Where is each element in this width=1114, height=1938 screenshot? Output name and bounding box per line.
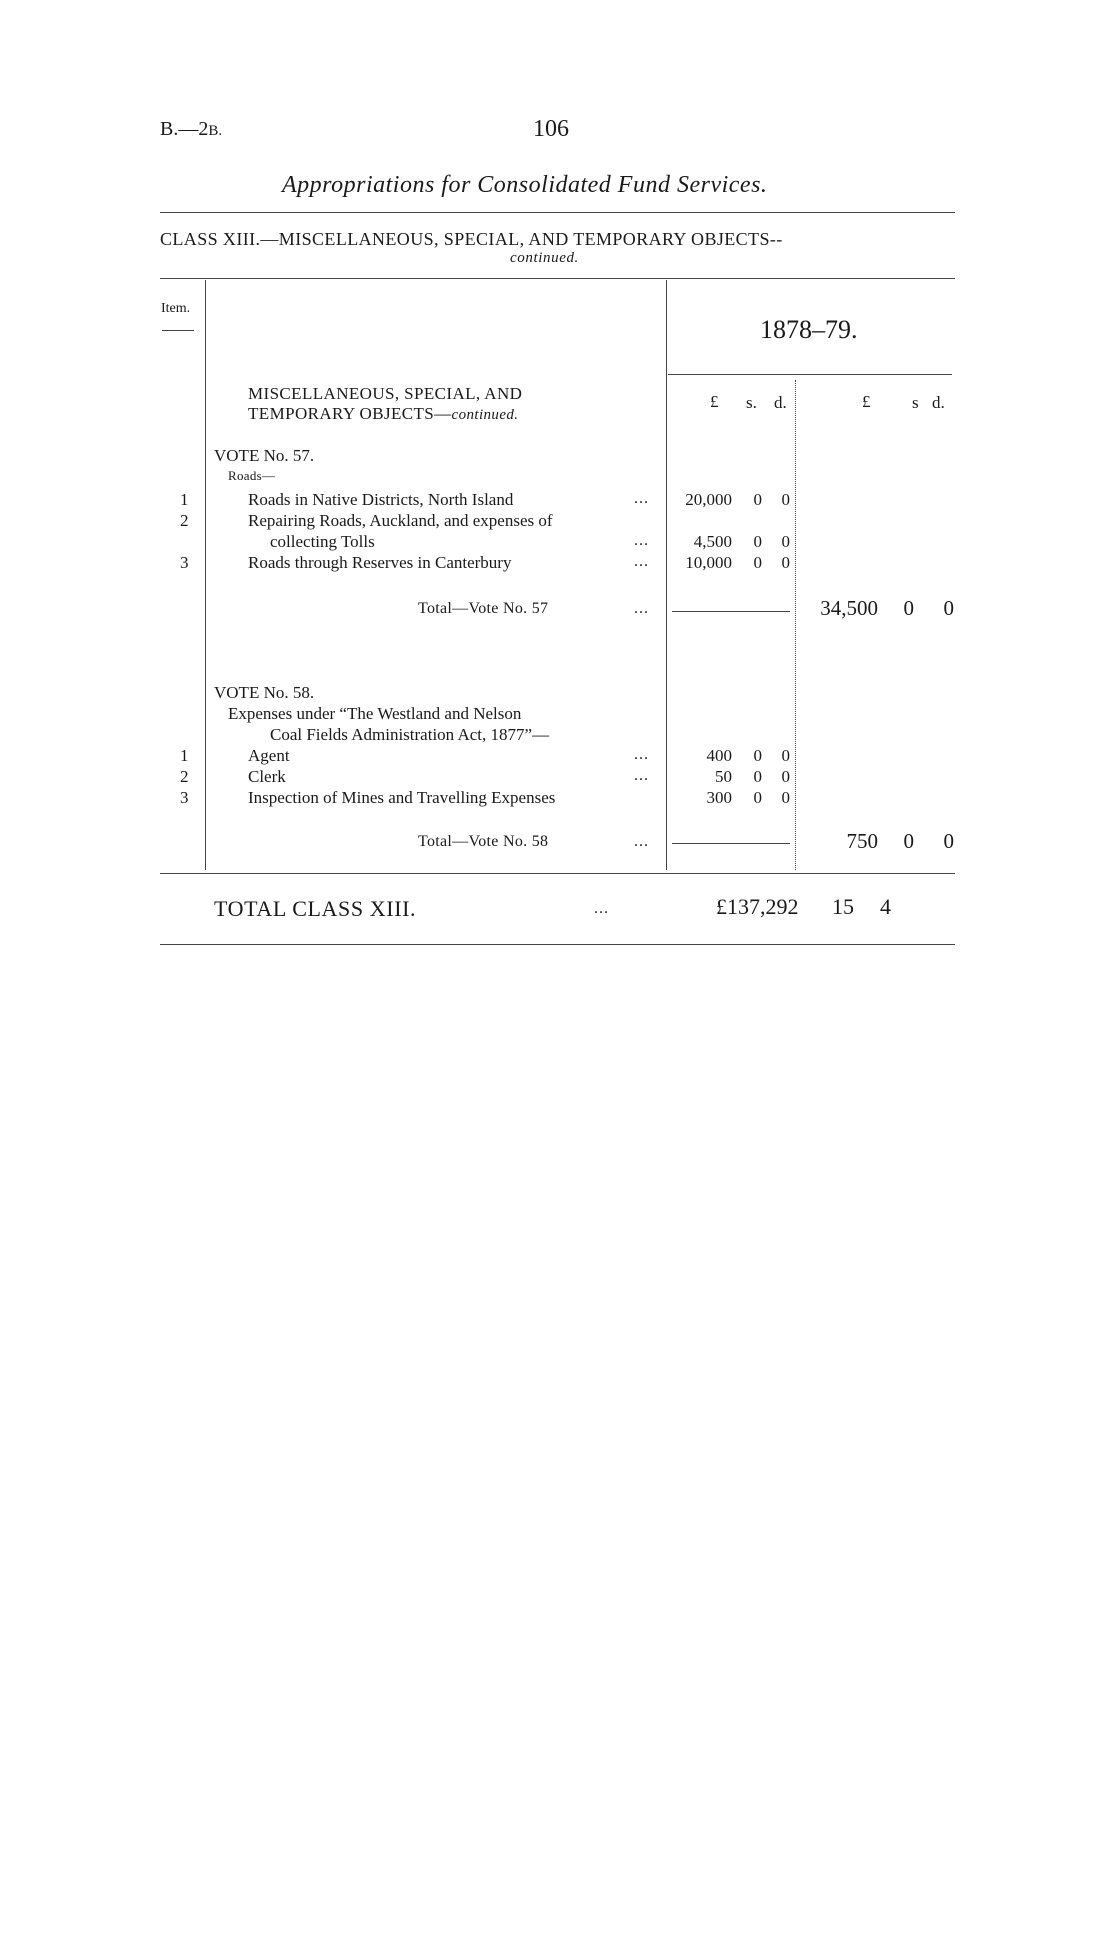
rule-item-header bbox=[162, 330, 194, 331]
vote58-dots-1: ... bbox=[634, 746, 649, 763]
rule-description-column bbox=[666, 280, 667, 870]
pounds-header: £ bbox=[710, 392, 719, 411]
page-number: 106 bbox=[533, 116, 569, 142]
vote57-subtotal-rule bbox=[672, 611, 790, 612]
vote57-pence-3: 0 bbox=[781, 553, 790, 572]
vote58-total-shillings: 0 bbox=[903, 829, 914, 853]
vote57-dots-1: ... bbox=[634, 490, 649, 507]
vote58-subhead-line2: Coal Fields Administration Act, 1877”— bbox=[270, 725, 550, 744]
section-title-line1: MISCELLANEOUS, SPECIAL, AND bbox=[248, 384, 523, 403]
vote58-item-3: 3 bbox=[180, 788, 189, 807]
rule-before-grand-total bbox=[160, 873, 955, 874]
vote57-pounds-3: 10,000 bbox=[685, 553, 732, 572]
vote58-total-pence: 0 bbox=[943, 829, 954, 853]
vote58-total-dots: ... bbox=[634, 833, 649, 850]
document-reference: B.—2B. bbox=[160, 118, 223, 140]
vote57-dots-2: ... bbox=[634, 532, 649, 549]
pence-header: d. bbox=[774, 393, 787, 412]
year-column-header: 1878–79. bbox=[760, 315, 858, 344]
vote58-pence-1: 0 bbox=[781, 746, 790, 765]
vote58-pounds-3: 300 bbox=[706, 788, 732, 807]
vote57-total-dots: ... bbox=[634, 600, 649, 617]
vote58-pence-2: 0 bbox=[781, 767, 790, 786]
section-title-line2: TEMPORARY OBJECTS—continued. bbox=[248, 404, 519, 423]
vote58-desc-3: Inspection of Mines and Travelling Expenses bbox=[248, 788, 556, 807]
vote58-pence-3: 0 bbox=[781, 788, 790, 807]
vote58-pounds-1: 400 bbox=[706, 746, 732, 765]
vote58-shillings-1: 0 bbox=[753, 746, 762, 765]
vote57-total-label: Total—Vote No. 57 bbox=[418, 600, 549, 617]
vote57-pence-1: 0 bbox=[781, 490, 790, 509]
vote57-pence-2: 0 bbox=[781, 532, 790, 551]
vote57-item-3: 3 bbox=[180, 553, 189, 572]
vote57-item-1: 1 bbox=[180, 490, 189, 509]
vote57-dots-3: ... bbox=[634, 553, 649, 570]
grand-total-shillings: 15 bbox=[832, 894, 854, 919]
grand-total-amount: £137,292 bbox=[716, 894, 799, 919]
total-pounds-header: £ bbox=[862, 392, 871, 411]
vote58-pounds-2: 50 bbox=[715, 767, 732, 786]
vote58-title: VOTE No. 58. bbox=[214, 683, 315, 702]
vote57-desc-2: Repairing Roads, Auckland, and expenses of bbox=[248, 511, 553, 530]
vote57-shillings-2: 0 bbox=[753, 532, 762, 551]
grand-total-pence: 4 bbox=[880, 894, 891, 919]
grand-total-dots: ... bbox=[594, 900, 609, 917]
vote57-subhead: Roads— bbox=[228, 468, 276, 483]
vote57-pounds-2: 4,500 bbox=[693, 532, 732, 551]
vote57-shillings-3: 0 bbox=[753, 553, 762, 572]
rule-item-column bbox=[205, 280, 206, 870]
vote57-desc-3: Roads through Reserves in Canterbury bbox=[248, 553, 512, 572]
rule-amount-column bbox=[795, 380, 796, 870]
vote58-subhead-line1: Expenses under “The Westland and Nelson bbox=[228, 704, 522, 723]
vote57-pounds-1: 20,000 bbox=[685, 490, 732, 509]
running-title: Appropriations for Consolidated Fund Services. bbox=[282, 172, 768, 198]
vote58-shillings-3: 0 bbox=[753, 788, 762, 807]
grand-total-label: TOTAL CLASS XIII. bbox=[214, 896, 417, 921]
vote58-desc-1: Agent bbox=[248, 746, 290, 765]
vote58-shillings-2: 0 bbox=[753, 767, 762, 786]
vote58-desc-2: Clerk bbox=[248, 767, 286, 786]
vote57-shillings-1: 0 bbox=[753, 490, 762, 509]
rule-after-grand-total bbox=[160, 944, 955, 945]
vote58-total-pounds: 750 bbox=[846, 829, 878, 853]
vote58-subtotal-rule bbox=[672, 843, 790, 844]
vote58-item-2: 2 bbox=[180, 767, 189, 786]
total-pence-header: d. bbox=[932, 393, 945, 412]
shillings-header: s. bbox=[746, 393, 757, 412]
item-column-header: Item. bbox=[161, 301, 191, 316]
total-shillings-header: s bbox=[912, 393, 919, 412]
vote57-desc-1: Roads in Native Districts, North Island bbox=[248, 490, 514, 509]
vote58-dots-2: ... bbox=[634, 767, 649, 784]
vote57-item-2: 2 bbox=[180, 511, 189, 530]
class-heading: CLASS XIII.—MISCELLANEOUS, SPECIAL, AND TEMPORARY OBJECTS-- bbox=[160, 229, 783, 249]
vote57-total-pounds: 34,500 bbox=[820, 596, 878, 620]
vote58-total-label: Total—Vote No. 58 bbox=[418, 833, 549, 850]
class-heading-continued: continued. bbox=[510, 250, 579, 266]
vote58-item-1: 1 bbox=[180, 746, 189, 765]
rule-top bbox=[160, 212, 955, 213]
rule-year-header bbox=[668, 374, 952, 375]
vote57-title: VOTE No. 57. bbox=[214, 446, 315, 465]
vote57-total-shillings: 0 bbox=[903, 596, 914, 620]
vote57-total-pence: 0 bbox=[943, 596, 954, 620]
vote57-desc-2-cont: collecting Tolls bbox=[270, 532, 375, 551]
rule-table-top bbox=[160, 278, 955, 279]
